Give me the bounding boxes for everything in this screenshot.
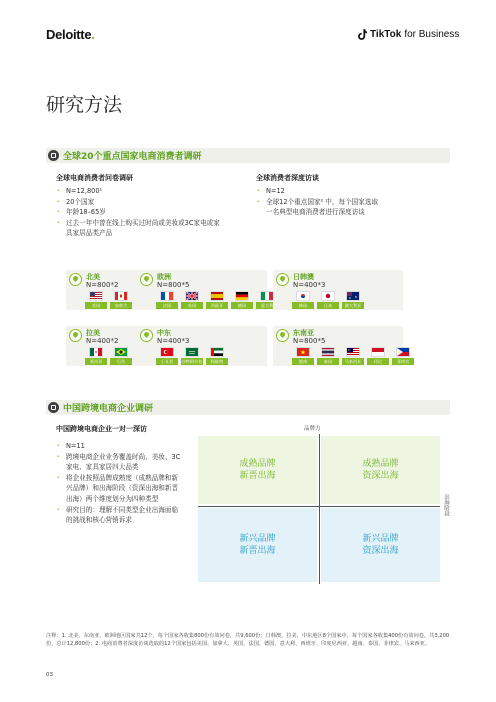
country-item [85,292,107,309]
id-flag-icon [372,348,384,356]
tiktok-brand: TikTok [370,29,402,40]
location-pin-icon [276,329,289,342]
page-number: 03 [46,672,53,678]
list-item: · N=12,800¹ [56,186,226,197]
kr-flag-icon [297,292,309,300]
enterprise-heading: 中国跨境电商企业一对一深访 [56,425,147,433]
country-label: 德国 [231,302,253,309]
country-label: 沙特阿拉伯 [181,359,203,364]
enterprise-bullets [56,441,184,526]
y-axis-line [319,434,320,584]
country-item [292,292,314,309]
country-item [206,292,228,309]
country-item [317,348,339,365]
de-flag-icon [236,292,248,300]
list-item: · 研究目的：理解不同类型企业出海面临的挑战和核心营销诉求 [56,505,184,526]
country-item [231,292,253,309]
country-item [85,348,107,365]
country-item [342,292,364,309]
country-item [156,348,178,365]
interview-heading: 全球消费者深度访谈 [256,174,319,182]
list-item: · 全球12个重点国家² 中，每个国家选取一名典型电商消费者进行深度访谈 [256,197,381,218]
region-name: 拉美 [86,329,100,337]
country-label: 美国 [85,302,107,309]
country-label: 加拿大 [110,302,132,309]
footnotes: 注释：1. 北美、东南亚、欧洲地区国家共12个，每个国家各收集800份有效问卷，共9,600份；日韩澳、拉美、中东地区8个国家中，每个国家各收集400份有效问卷，共3,200份，总计12,800份；2. 电商消费者深度访谈选取的12个国家包括美国、加拿大、英国、法国、德国、意大利、西班牙、印度尼西亚、越南、泰国、菲律宾、马来西亚。 [46,633,450,648]
region-sample-size: N=400*3 [293,281,326,289]
country-item [342,348,364,365]
region-sample-size: N=800*5 [157,281,190,289]
x-axis-label: 出海阶段 [443,494,449,516]
location-pin-icon [69,273,82,286]
quadrant-top-right [321,436,440,504]
country-item [292,348,314,365]
quadrant-label: 新兴品牌 新晋出海 [239,534,276,556]
my-flag-icon [347,348,359,356]
tr-flag-icon [161,348,173,356]
ae-flag-icon [211,348,223,356]
region-name: 欧洲 [157,273,171,281]
country-item [181,292,203,309]
list-item: · 年龄18–65岁 [56,207,226,218]
section-header-consumer-survey [46,148,450,163]
quadrant-bottom-right [321,508,440,582]
country-flags [85,292,132,309]
section-title: 全球20个重点国家电商消费者调研 [63,152,202,162]
page-title: 研究方法 [46,94,123,116]
document-icon [48,150,59,161]
br-flag-icon [115,348,127,356]
country-flags [292,292,364,309]
quadrant-bottom-left [198,508,317,582]
quadrant-label: 成熟品牌 新晋出海 [239,459,276,481]
country-item [206,348,228,365]
quadrant-top-left [198,436,317,504]
region-sample-size: N=800*5 [293,337,326,345]
country-label: 越南 [292,358,314,365]
au-flag-icon [347,292,359,300]
list-item: · 20个国家 [56,197,226,208]
document-icon [48,402,59,413]
region-name: 东南亚 [293,329,314,337]
es-flag-icon [211,292,223,300]
location-pin-icon [69,329,82,342]
location-pin-icon [276,273,289,286]
ca-flag-icon [115,292,127,300]
country-label: 韩国 [292,302,314,309]
deloitte-logo: Deloitte. [46,27,95,42]
country-label: 法国 [156,302,178,309]
list-item: · 将企业按照品牌成熟度（成熟品牌和新兴品牌）和出海阶段（资深出海和新晋出海）两个维度划分为四种类型 [56,473,184,505]
location-pin-icon [140,273,153,286]
region-name: 日韩澳 [293,273,314,281]
region-sample-size: N=400*3 [157,337,190,345]
country-item [317,292,339,309]
uk-flag-icon [186,292,198,300]
country-label: 墨西哥 [85,358,107,365]
country-label: 日本 [317,302,339,309]
country-item [392,348,414,365]
region-card [273,326,410,366]
country-label: 印尼 [367,358,389,365]
us-flag-icon [90,292,102,300]
country-item [367,348,389,365]
region-card [273,270,403,310]
country-label: 巴西 [110,358,132,365]
section-header-enterprise-survey [46,400,450,415]
tiktok-suffix: for Business [404,29,460,40]
survey-bullets [56,186,226,239]
country-label: 马来西亚 [342,358,364,365]
country-item [156,292,178,309]
vn-flag-icon [297,348,309,356]
it-flag-icon [261,292,273,300]
th-flag-icon [322,348,334,356]
country-item [110,348,132,365]
country-item [110,292,132,309]
country-item [181,348,203,365]
country-flags [156,348,228,365]
country-flags [292,348,414,365]
country-label: 意大利 [256,302,278,309]
country-label: 阿联酋 [206,358,228,365]
list-item: · 过去一年中曾在线上购买过时尚或美妆或3C家电或家具家居品类产品 [56,218,226,239]
quadrant-label: 新兴品牌 资深出海 [362,534,399,556]
fr-flag-icon [161,292,173,300]
location-pin-icon [140,329,153,342]
ph-flag-icon [397,348,409,356]
section-title: 中国跨境电商企业调研 [63,404,154,414]
country-label: 土耳其 [156,358,178,365]
list-item: · N=12 [256,186,381,197]
region-card [137,270,274,310]
tiktok-for-business-logo [358,29,459,40]
sa-flag-icon [186,348,198,356]
mx-flag-icon [90,348,102,356]
country-label: 菲律宾 [392,358,414,365]
region-name: 中东 [157,329,171,337]
region-name: 北美 [86,273,100,281]
country-label: 泰国 [317,358,339,365]
list-item: · 跨境电商企业业务覆盖时尚、美妆、3C家电、家具家居四大品类 [56,452,184,473]
country-flags [85,348,132,365]
country-label: 澳大利亚 [342,302,364,309]
quadrant-label: 成熟品牌 资深出海 [362,459,399,481]
region-card [137,326,267,366]
region-sample-size: N=400*2 [86,337,119,345]
list-item: · N=11 [56,441,184,452]
interview-bullets [256,186,381,218]
tiktok-note-icon [358,29,367,40]
country-flags [156,292,278,309]
jp-flag-icon [322,292,334,300]
survey-heading: 全球电商消费者问卷调研 [56,174,133,182]
y-axis-label: 品牌力 [304,426,321,432]
country-label: 英国 [181,302,203,309]
region-sample-size: N=800*2 [86,281,119,289]
country-label: 西班牙 [206,302,228,309]
